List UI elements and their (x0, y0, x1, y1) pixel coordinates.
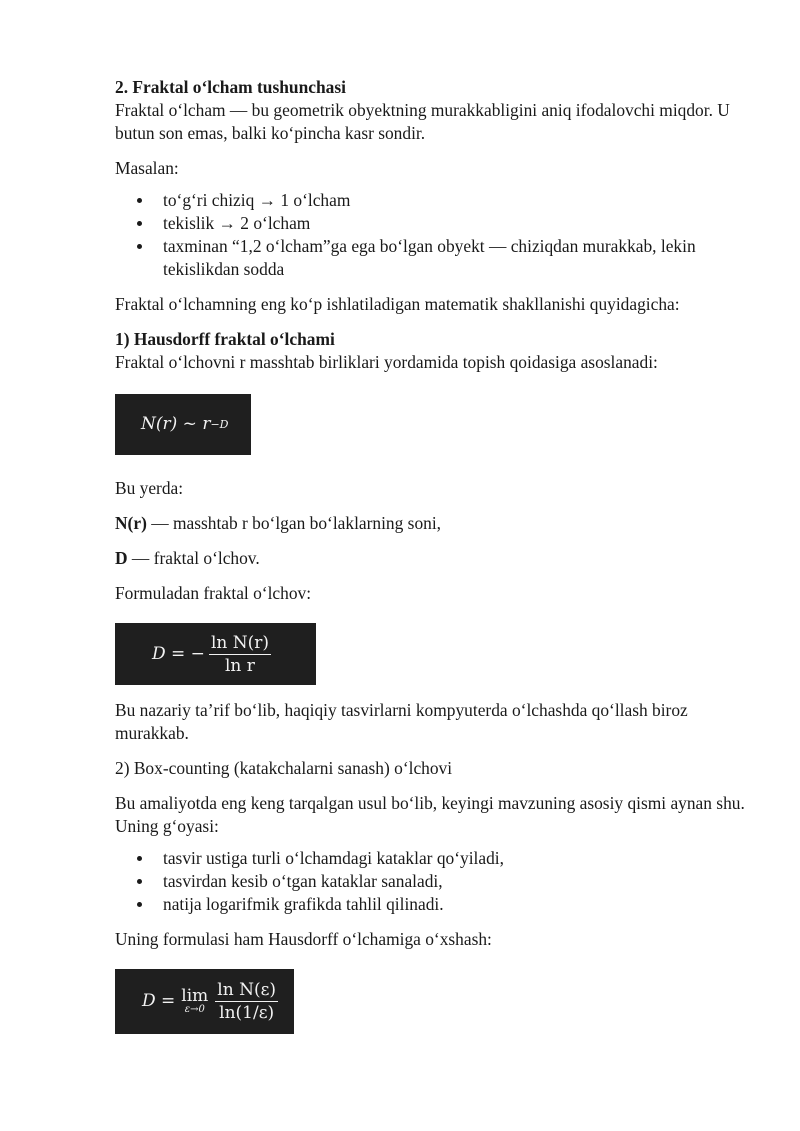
box-counting-formula-image (115, 969, 294, 1034)
formula-intro: Formuladan fraktal o‘lchov: (115, 583, 312, 603)
box-counting-title: 2) Box-counting (katakchalarni sanash) o‘lchovi (115, 758, 453, 778)
hausdorff-formula-image (115, 394, 251, 455)
formula-exponent: −D (210, 418, 229, 431)
section-title: 2. Fraktal o‘lcham tushunchasi (115, 77, 346, 97)
limit-label: lim (181, 986, 209, 1006)
formula-fraction (215, 980, 278, 1023)
dimension-formula-image (115, 623, 316, 685)
box-formula-intro: Uning formulasi ham Hausdorff o‘lchamiga o‘xshash: (115, 929, 492, 949)
list-item: tasvirdan kesib o‘tgan kataklar sanaladi, (163, 870, 745, 893)
list-item: natija logarifmik grafikda tahlil qilinadi. (163, 893, 745, 916)
formula-denominator: ln(1/ε) (219, 1003, 275, 1023)
list-item: taxminan “1,2 o‘lcham”ga ega bo‘lgan obyekt — chiziqdan murakkab, lekin tekislikdan sodda (163, 235, 745, 281)
formula-numerator: ln N(ε) (217, 980, 277, 1000)
formula-lhs: D = (142, 991, 176, 1011)
definition-d (115, 547, 745, 570)
formula-limit (181, 988, 208, 1015)
section-intro: Fraktal o‘lcham — bu geometrik obyektning murakkabligini aniq ifodalovchi miqdor. U butun son emas, balki ko‘pincha kasr sondir. (115, 100, 730, 143)
hausdorff-note: Bu nazariy ta’rif bo‘lib, haqiqiy tasvirlarni kompyuterda o‘lchashda qo‘llash biroz murakkab. (115, 700, 688, 743)
list-item: tasvir ustiga turli o‘lchamdagi kataklar qo‘yiladi, (163, 847, 745, 870)
steps-list (115, 847, 745, 916)
hausdorff-title: 1) Hausdorff fraktal o‘lchami (115, 329, 335, 349)
limit-subscript: ε→0 (184, 1004, 205, 1015)
formula-fraction (209, 633, 271, 676)
example-label: Masalan: (115, 158, 179, 178)
document-page (115, 76, 745, 1034)
definition-term: N(r) (115, 513, 147, 533)
list-item: to‘g‘ri chiziq → 1 o‘lcham (163, 189, 745, 212)
example-list (115, 189, 745, 281)
formula-numerator: ln N(r) (210, 632, 269, 653)
formula-denominator: ln r (225, 655, 255, 676)
hausdorff-description: Fraktal o‘lchovni r masshtab birliklari yordamida topish qoidasiga asoslanadi: (115, 352, 658, 372)
definition-n (115, 512, 745, 535)
definition-text: — masshtab r bo‘lgan bo‘laklarning soni, (146, 513, 442, 533)
where-label: Bu yerda: (115, 478, 184, 498)
box-counting-description: Bu amaliyotda eng keng tarqalgan usul bo‘lib, keyingi mavzuning asosiy qismi aynan shu. Uning g‘oyasi: (115, 793, 745, 836)
transition-text: Fraktal o‘lchamning eng ko‘p ishlatiladigan matematik shakllanishi quyidagicha: (115, 294, 680, 314)
definition-text: — fraktal o‘lchov. (127, 548, 260, 568)
definition-term: D (115, 548, 128, 568)
list-item: tekislik → 2 o‘lcham (163, 212, 745, 235)
formula-lhs: D = − (152, 643, 205, 664)
formula-lhs: N(r) ~ r (141, 414, 211, 434)
